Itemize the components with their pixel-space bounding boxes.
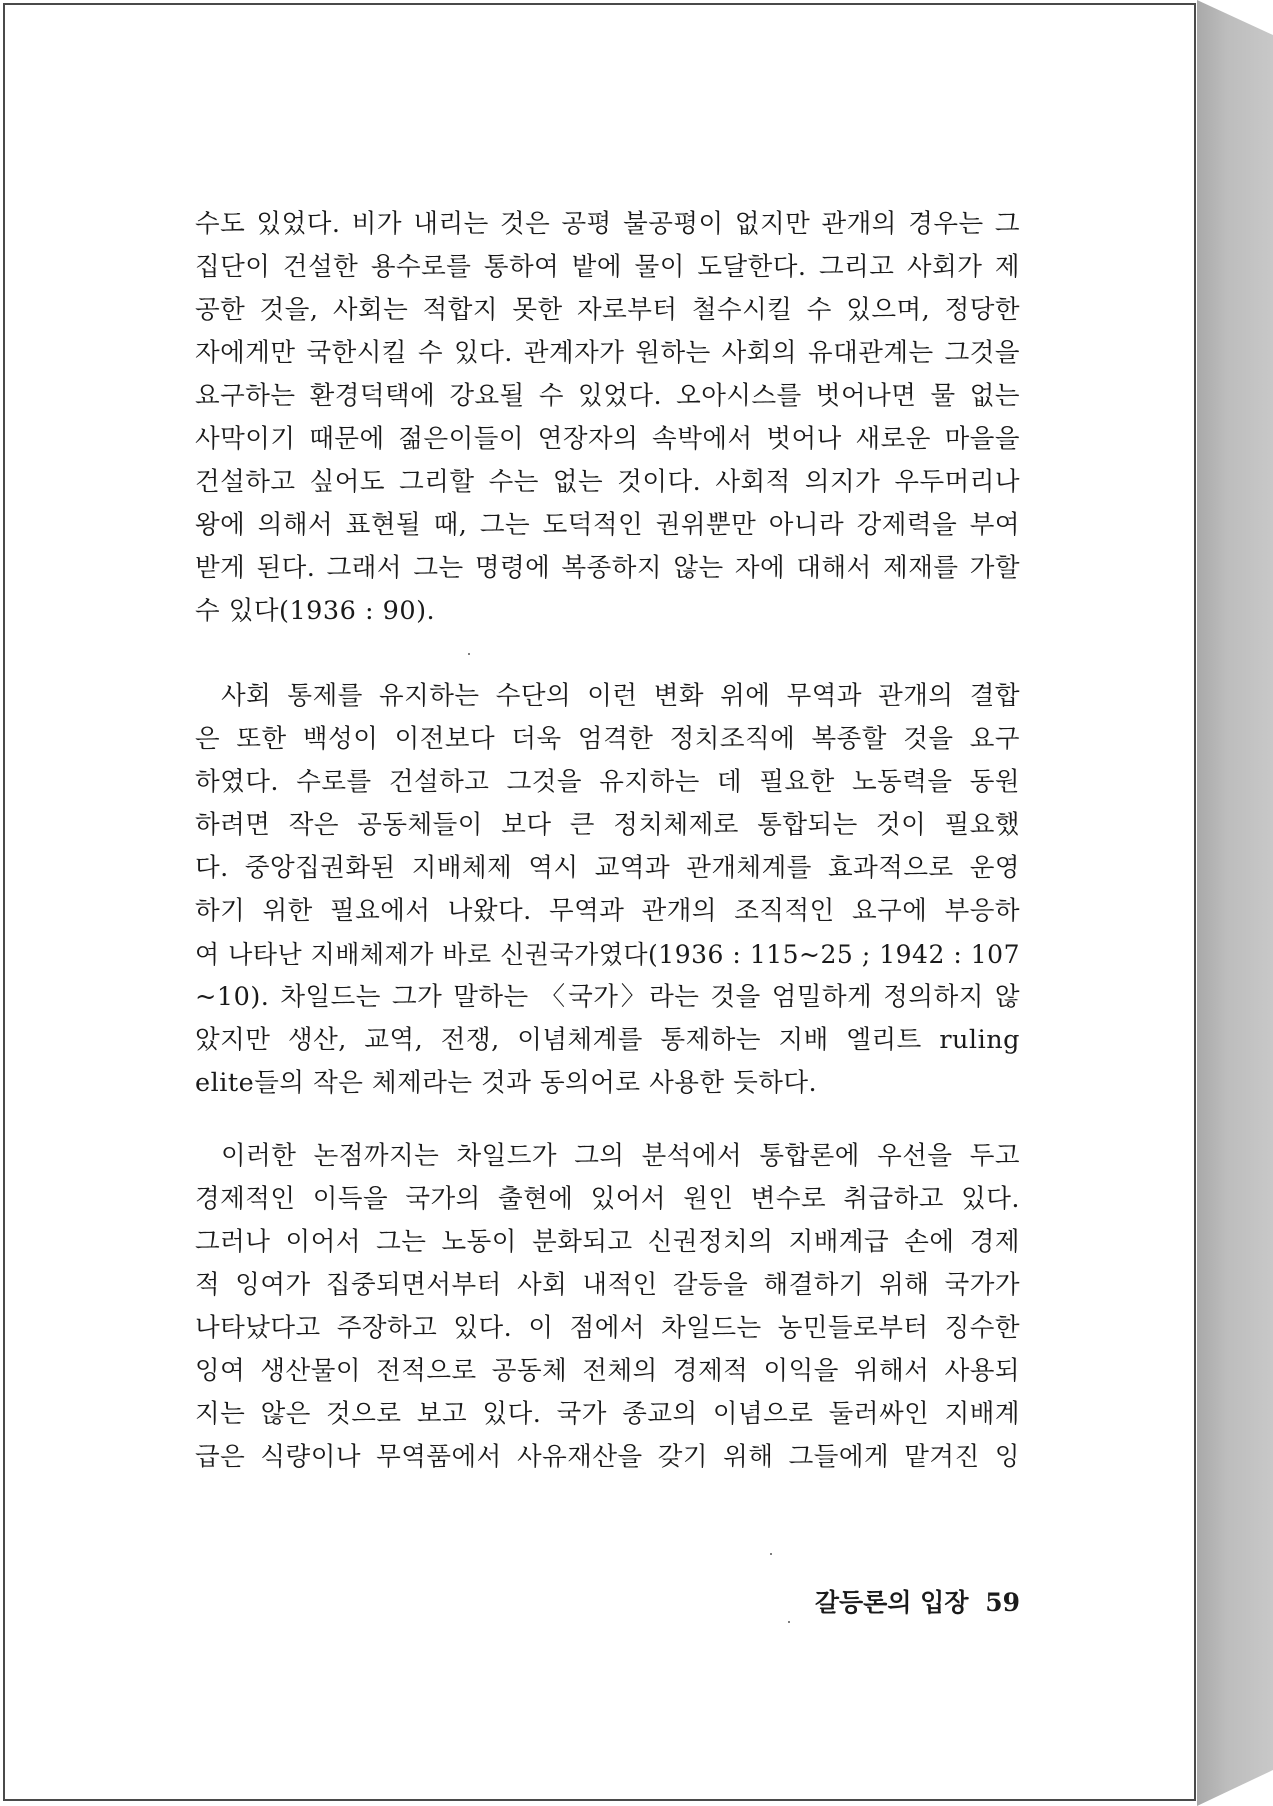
text-line: 다. 중앙집권화된 지배체제 역시 교역과 관개체계를 효과적으로 운영 bbox=[195, 853, 1020, 883]
scan-speck bbox=[770, 1553, 772, 1555]
text-line: 지는 않은 것으로 보고 있다. 국가 종교의 이념으로 둘러싸인 지배계 bbox=[195, 1399, 1020, 1429]
text-line: 은 또한 백성이 이전보다 더욱 엄격한 정치조직에 복종할 것을 요구 bbox=[195, 724, 1020, 754]
text-line: 요구하는 환경덕택에 강요될 수 있었다. 오아시스를 벗어나면 물 없는 bbox=[195, 381, 1020, 411]
text-line: 았지만 생산, 교역, 전쟁, 이념체계를 통제하는 지배 엘리트 ruling bbox=[195, 1025, 1020, 1055]
text-line: elite들의 작은 체제라는 것과 동의어로 사용한 듯하다. bbox=[195, 1068, 818, 1098]
book-page bbox=[3, 3, 1196, 1801]
paragraph-2 bbox=[195, 675, 1020, 1105]
text-line: 여 나타난 지배체제가 바로 신권국가였다(1936 : 115~25 ; 1942 : 107 bbox=[195, 940, 1020, 969]
text-line: 적 잉여가 집중되면서부터 사회 내적인 갈등을 해결하기 위해 국가가 bbox=[195, 1270, 1020, 1300]
text-line: 경제적인 이득을 국가의 출현에 있어서 원인 변수로 취급하고 있다. bbox=[195, 1184, 1020, 1214]
text-line: 하였다. 수로를 건설하고 그것을 유지하는 데 필요한 노동력을 동원 bbox=[195, 767, 1020, 797]
text-line: 하기 위한 필요에서 나왔다. 무역과 관개의 조직적인 요구에 부응하 bbox=[195, 896, 1020, 926]
text-line: 수도 있었다. 비가 내리는 것은 공평 불공평이 없지만 관개의 경우는 그 bbox=[195, 209, 1020, 239]
text-line: 자에게만 국한시킬 수 있다. 관계자가 원하는 사회의 유대관계는 그것을 bbox=[195, 338, 1020, 368]
text-line: 사회 통제를 유지하는 수단의 이런 변화 위에 무역과 관개의 결합 bbox=[221, 681, 1020, 711]
scan-speck bbox=[788, 1621, 790, 1623]
text-line: 받게 된다. 그래서 그는 명령에 복종하지 않는 자에 대해서 제재를 가할 bbox=[195, 553, 1020, 583]
text-line: 하려면 작은 공동체들이 보다 큰 정치체제로 통합되는 것이 필요했 bbox=[195, 810, 1020, 840]
scan-speck bbox=[468, 653, 470, 655]
running-title: 갈등론의 입장 bbox=[814, 1588, 969, 1617]
text-line: 이러한 논점까지는 차일드가 그의 분석에서 통합론에 우선을 두고 bbox=[221, 1141, 1020, 1171]
text-line: 수 있다(1936 : 90). bbox=[195, 596, 436, 626]
text-line: ~10). 차일드는 그가 말하는 〈국가〉라는 것을 엄밀하게 정의하지 않 bbox=[195, 982, 1020, 1012]
text-line: 공한 것을, 사회는 적합지 못한 자로부터 철수시킬 수 있으며, 정당한 bbox=[195, 295, 1020, 325]
text-line: 건설하고 싶어도 그리할 수는 없는 것이다. 사회적 의지가 우두머리나 bbox=[195, 467, 1020, 497]
text-line: 나타났다고 주장하고 있다. 이 점에서 차일드는 농민들로부터 징수한 bbox=[195, 1313, 1020, 1343]
page-footer bbox=[795, 1583, 1020, 1619]
text-line: 사막이기 때문에 젊은이들이 연장자의 속박에서 벗어나 새로운 마을을 bbox=[195, 424, 1020, 454]
text-line: 그러나 이어서 그는 노동이 분화되고 신권정치의 지배계급 손에 경제 bbox=[195, 1227, 1020, 1257]
text-line: 집단이 건설한 용수로를 통하여 밭에 물이 도달한다. 그리고 사회가 제 bbox=[195, 252, 1020, 282]
paragraph-1 bbox=[195, 203, 1020, 633]
text-line: 왕에 의해서 표현될 때, 그는 도덕적인 권위뿐만 아니라 강제력을 부여 bbox=[195, 510, 1020, 540]
page-number: 59 bbox=[985, 1588, 1020, 1617]
paragraph-3 bbox=[195, 1135, 1020, 1479]
text-line: 잉여 생산물이 전적으로 공동체 전체의 경제적 이익을 위해서 사용되 bbox=[195, 1356, 1020, 1386]
text-line: 급은 식량이나 무역품에서 사유재산을 갖기 위해 그들에게 맡겨진 잉 bbox=[195, 1442, 1020, 1472]
book-edge bbox=[1197, 0, 1273, 1806]
